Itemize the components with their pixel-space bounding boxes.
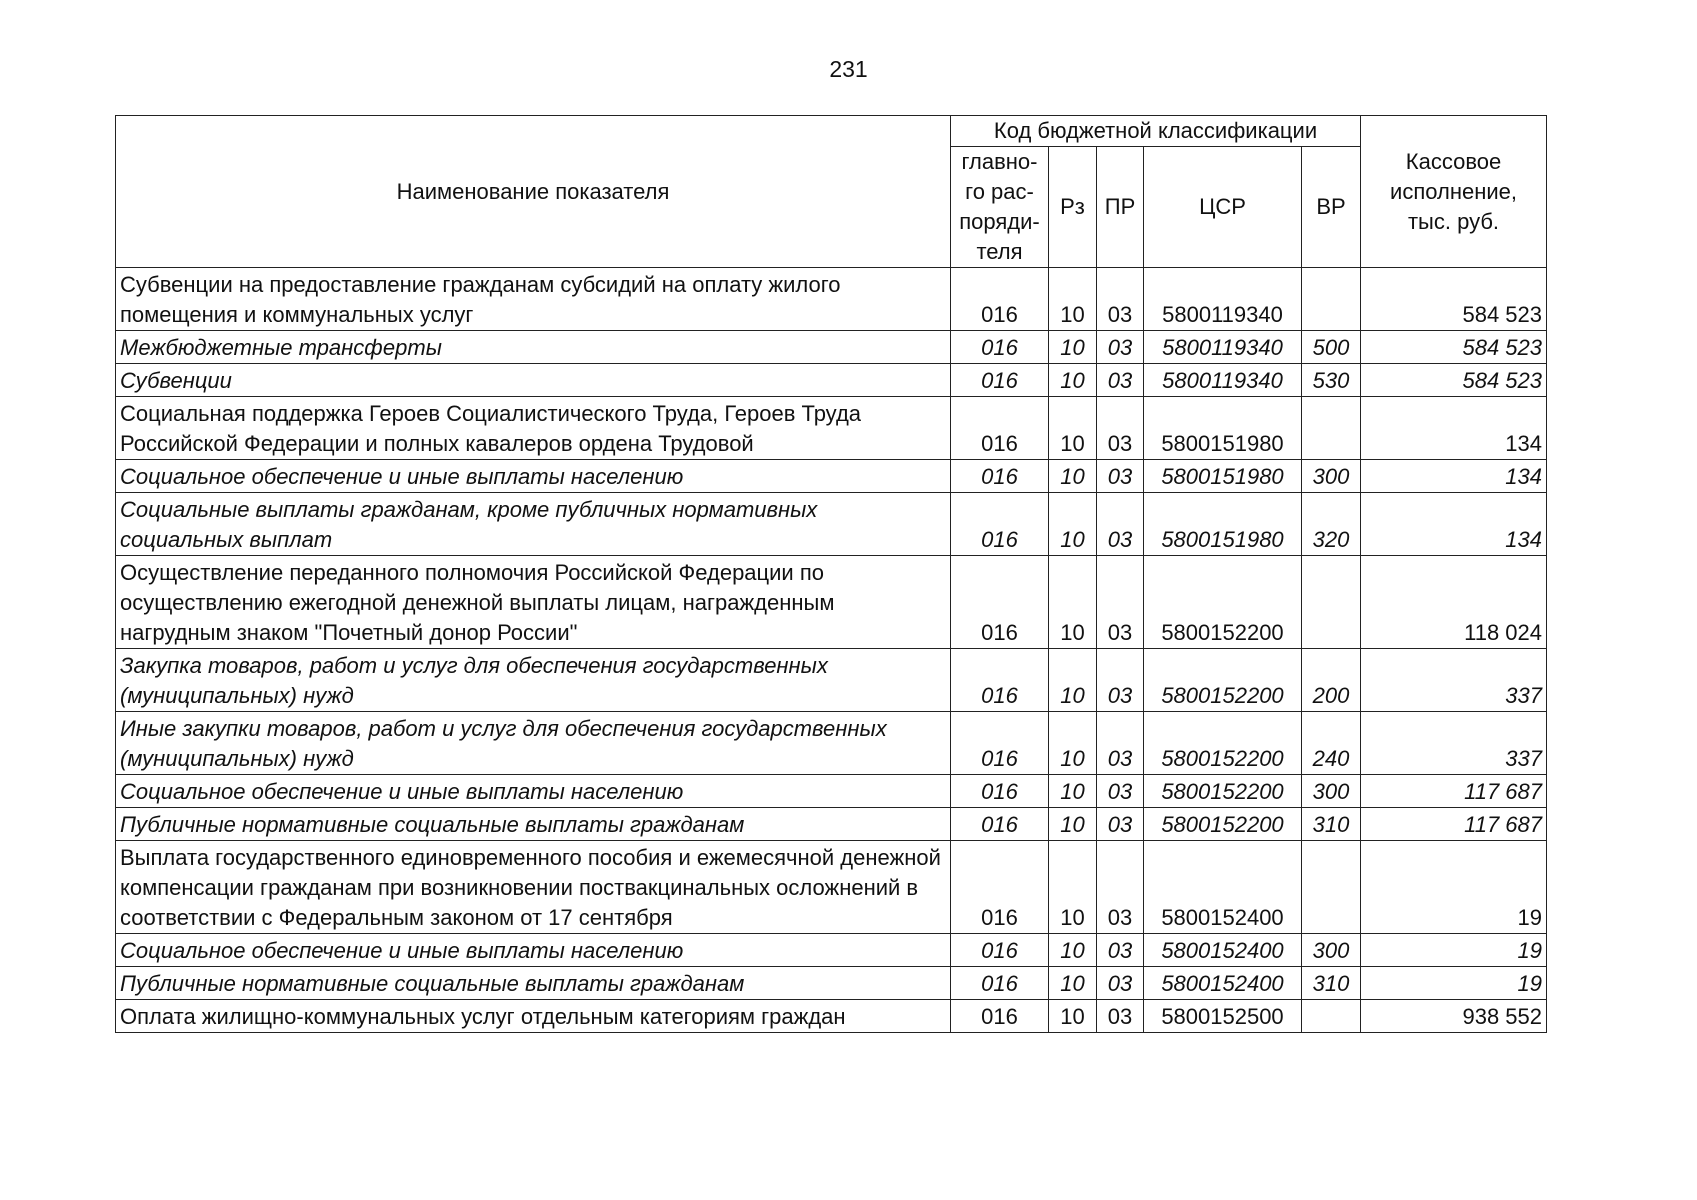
cell-pr: 03 (1097, 775, 1144, 808)
cell-admin-code: 016 (951, 268, 1049, 331)
cell-amount: 117 687 (1361, 775, 1547, 808)
cell-rz: 10 (1049, 556, 1097, 649)
cell-rz: 10 (1049, 1000, 1097, 1033)
table-row (116, 967, 1547, 1000)
cell-csr: 5800152200 (1144, 808, 1302, 841)
cell-pr: 03 (1097, 460, 1144, 493)
table-row (116, 493, 1547, 556)
header-rz: Рз (1049, 147, 1097, 268)
table-row (116, 331, 1547, 364)
cell-rz: 10 (1049, 841, 1097, 934)
cell-vr: 310 (1302, 808, 1361, 841)
cell-name: Социальное обеспечение и иные выплаты населению (116, 460, 951, 493)
cell-amount: 584 523 (1361, 268, 1547, 331)
cell-vr (1302, 841, 1361, 934)
table-row (116, 649, 1547, 712)
header-code-group: Код бюджетной классификации (951, 116, 1361, 147)
header-admin (951, 147, 1049, 268)
cell-admin-code: 016 (951, 967, 1049, 1000)
table-row (116, 775, 1547, 808)
cell-rz: 10 (1049, 808, 1097, 841)
table-row (116, 1000, 1547, 1033)
cell-admin-code: 016 (951, 364, 1049, 397)
cell-pr: 03 (1097, 808, 1144, 841)
cell-pr: 03 (1097, 934, 1144, 967)
header-csr: ЦСР (1144, 147, 1302, 268)
cell-name: Социальные выплаты гражданам, кроме публичных нормативных социальных выплат (116, 493, 951, 556)
header-vr: ВР (1302, 147, 1361, 268)
cell-pr: 03 (1097, 397, 1144, 460)
cell-amount: 19 (1361, 967, 1547, 1000)
cell-name: Социальное обеспечение и иные выплаты населению (116, 775, 951, 808)
cell-name: Социальная поддержка Героев Социалистического Труда, Героев Труда Российской Федерации и полных кавалеров ордена Трудовой (116, 397, 951, 460)
cell-amount: 337 (1361, 649, 1547, 712)
cell-vr: 200 (1302, 649, 1361, 712)
cell-rz: 10 (1049, 712, 1097, 775)
cell-name: Оплата жилищно-коммунальных услуг отдельным категориям граждан (116, 1000, 951, 1033)
cell-name: Закупка товаров, работ и услуг для обеспечения государственных (муниципальных) нужд (116, 649, 951, 712)
header-amount (1361, 116, 1547, 268)
header-admin-line: го рас- (965, 179, 1034, 204)
table-row (116, 397, 1547, 460)
cell-rz: 10 (1049, 967, 1097, 1000)
cell-pr: 03 (1097, 556, 1144, 649)
cell-admin-code: 016 (951, 556, 1049, 649)
cell-rz: 10 (1049, 460, 1097, 493)
cell-amount: 584 523 (1361, 364, 1547, 397)
cell-vr: 500 (1302, 331, 1361, 364)
cell-admin-code: 016 (951, 649, 1049, 712)
cell-pr: 03 (1097, 364, 1144, 397)
table-row (116, 556, 1547, 649)
cell-rz: 10 (1049, 364, 1097, 397)
cell-amount: 118 024 (1361, 556, 1547, 649)
cell-pr: 03 (1097, 712, 1144, 775)
cell-vr: 320 (1302, 493, 1361, 556)
cell-admin-code: 016 (951, 493, 1049, 556)
table-row (116, 841, 1547, 934)
table-row (116, 808, 1547, 841)
cell-amount: 134 (1361, 460, 1547, 493)
cell-admin-code: 016 (951, 397, 1049, 460)
cell-pr: 03 (1097, 493, 1144, 556)
cell-rz: 10 (1049, 649, 1097, 712)
cell-vr (1302, 268, 1361, 331)
header-admin-line: главно- (961, 149, 1038, 174)
cell-admin-code: 016 (951, 331, 1049, 364)
cell-amount: 938 552 (1361, 1000, 1547, 1033)
cell-admin-code: 016 (951, 712, 1049, 775)
cell-name: Субвенции на предоставление гражданам субсидий на оплату жилого помещения и коммунальных услуг (116, 268, 951, 331)
cell-pr: 03 (1097, 331, 1144, 364)
cell-name: Иные закупки товаров, работ и услуг для обеспечения государственных (муниципальных) нужд (116, 712, 951, 775)
cell-vr: 300 (1302, 775, 1361, 808)
cell-rz: 10 (1049, 331, 1097, 364)
cell-csr: 5800152200 (1144, 556, 1302, 649)
cell-vr: 310 (1302, 967, 1361, 1000)
cell-csr: 5800152400 (1144, 841, 1302, 934)
cell-csr: 5800151980 (1144, 397, 1302, 460)
cell-csr: 5800119340 (1144, 268, 1302, 331)
cell-csr: 5800119340 (1144, 331, 1302, 364)
cell-admin-code: 016 (951, 1000, 1049, 1033)
cell-csr: 5800152500 (1144, 1000, 1302, 1033)
cell-name: Осуществление переданного полномочия Российской Федерации по осуществлению ежегодной денежной выплаты лицам, награжденным нагрудным знаком "Почетный донор России" (116, 556, 951, 649)
table-row (116, 460, 1547, 493)
cell-name: Выплата государственного единовременного пособия и ежемесячной денежной компенсации гражданам при возникновении поствакцинальных осложнений в соответствии с Федеральным законом от 17 сентября (116, 841, 951, 934)
table-row (116, 934, 1547, 967)
cell-pr: 03 (1097, 649, 1144, 712)
cell-amount: 134 (1361, 493, 1547, 556)
cell-name: Социальное обеспечение и иные выплаты населению (116, 934, 951, 967)
cell-pr: 03 (1097, 841, 1144, 934)
table-body (116, 268, 1547, 1033)
cell-csr: 5800152200 (1144, 712, 1302, 775)
cell-admin-code: 016 (951, 808, 1049, 841)
cell-amount: 134 (1361, 397, 1547, 460)
cell-vr: 300 (1302, 460, 1361, 493)
cell-amount: 337 (1361, 712, 1547, 775)
cell-admin-code: 016 (951, 460, 1049, 493)
cell-csr: 5800152200 (1144, 775, 1302, 808)
page-number: 231 (829, 56, 868, 82)
header-pr: ПР (1097, 147, 1144, 268)
cell-csr: 5800119340 (1144, 364, 1302, 397)
cell-rz: 10 (1049, 397, 1097, 460)
cell-vr (1302, 1000, 1361, 1033)
table-row (116, 268, 1547, 331)
cell-amount: 117 687 (1361, 808, 1547, 841)
cell-amount: 19 (1361, 934, 1547, 967)
cell-amount: 19 (1361, 841, 1547, 934)
cell-name: Субвенции (116, 364, 951, 397)
cell-vr: 530 (1302, 364, 1361, 397)
cell-vr: 300 (1302, 934, 1361, 967)
cell-name: Межбюджетные трансферты (116, 331, 951, 364)
cell-admin-code: 016 (951, 934, 1049, 967)
cell-csr: 5800152200 (1144, 649, 1302, 712)
cell-amount: 584 523 (1361, 331, 1547, 364)
cell-vr: 240 (1302, 712, 1361, 775)
header-amount-line: тыс. руб. (1407, 208, 1500, 234)
table-header (116, 116, 1547, 268)
cell-name: Публичные нормативные социальные выплаты гражданам (116, 967, 951, 1000)
cell-pr: 03 (1097, 268, 1144, 331)
cell-csr: 5800151980 (1144, 493, 1302, 556)
cell-rz: 10 (1049, 775, 1097, 808)
budget-table (115, 115, 1547, 1033)
table-row (116, 712, 1547, 775)
cell-csr: 5800152400 (1144, 934, 1302, 967)
cell-pr: 03 (1097, 967, 1144, 1000)
cell-rz: 10 (1049, 493, 1097, 556)
header-name: Наименование показателя (116, 116, 951, 268)
cell-vr (1302, 397, 1361, 460)
cell-csr: 5800151980 (1144, 460, 1302, 493)
header-admin-line: теля (976, 239, 1023, 264)
cell-admin-code: 016 (951, 841, 1049, 934)
cell-name: Публичные нормативные социальные выплаты гражданам (116, 808, 951, 841)
cell-rz: 10 (1049, 934, 1097, 967)
header-amount-line: исполнение, (1390, 178, 1517, 204)
cell-vr (1302, 556, 1361, 649)
cell-admin-code: 016 (951, 775, 1049, 808)
header-amount-line: Кассовое (1405, 148, 1502, 174)
cell-csr: 5800152400 (1144, 967, 1302, 1000)
header-admin-line: поряди- (959, 209, 1040, 234)
cell-rz: 10 (1049, 268, 1097, 331)
table-row (116, 364, 1547, 397)
cell-pr: 03 (1097, 1000, 1144, 1033)
